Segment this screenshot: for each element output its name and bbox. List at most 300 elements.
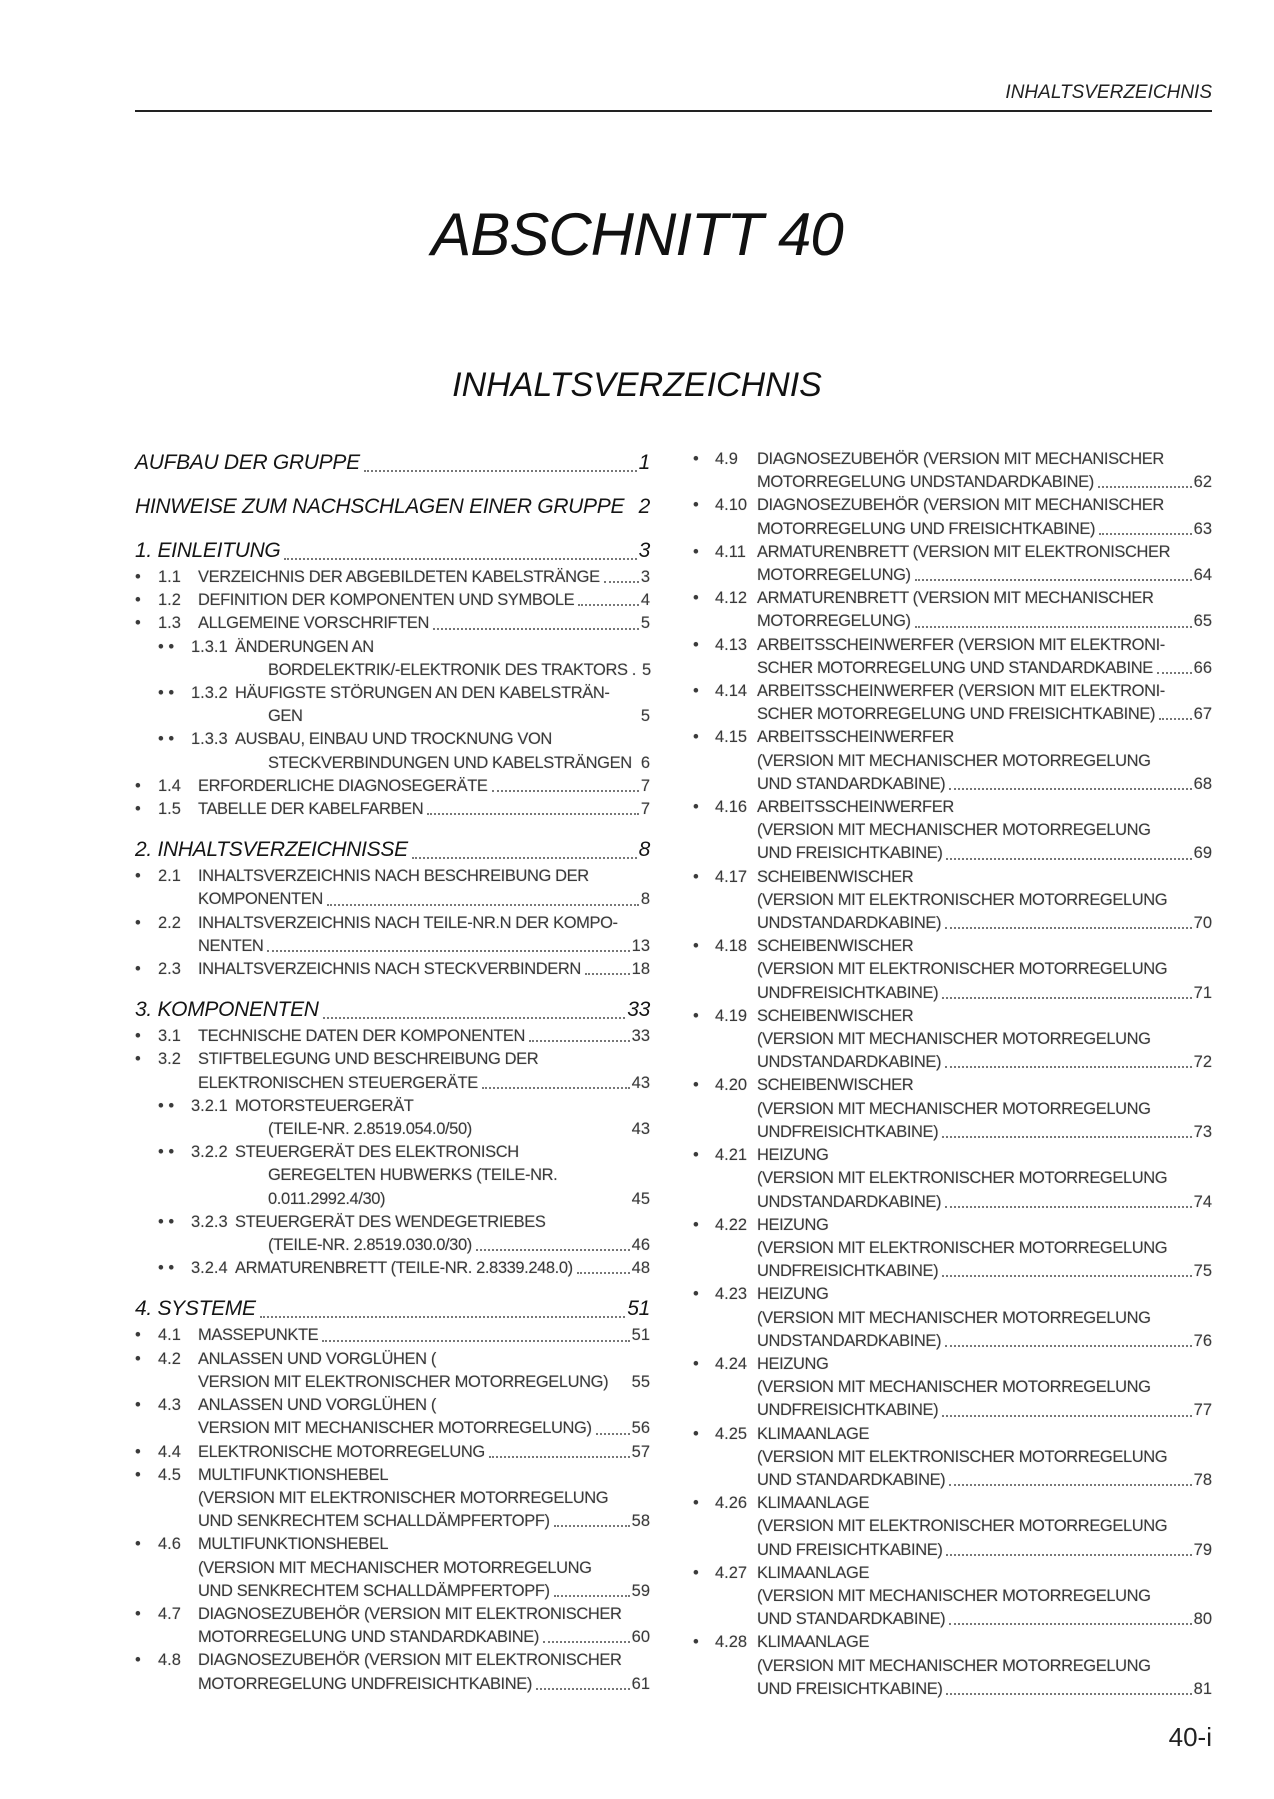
entry-line <box>135 1441 650 1464</box>
entry-line <box>693 657 1212 680</box>
entry-line <box>693 1307 1212 1330</box>
entry-line <box>135 1603 650 1626</box>
entry-text: MOTORREGELUNG) <box>757 566 911 585</box>
bullet-icon: • <box>693 937 699 956</box>
entry-line <box>693 518 1212 541</box>
page-ref: 46 <box>631 1236 650 1255</box>
entry-text: KLIMAANLAGE <box>757 1563 870 1582</box>
toc-entry[interactable] <box>693 796 1212 866</box>
entry-number: 1.1 <box>158 568 181 586</box>
entry-number: 4.26 <box>715 1494 748 1513</box>
page-ref: 33 <box>627 998 650 1022</box>
entry-line <box>135 1072 650 1095</box>
entry-text: UND SENKRECHTEM SCHALLDÄMPFERTOPF) <box>198 1512 550 1531</box>
entry-text: KLIMAANLAGE <box>757 1494 870 1513</box>
entry-number: 3.2.1 <box>191 1096 228 1115</box>
entry-text: UND FREISICHTKABINE) <box>757 1679 943 1698</box>
heading-text: 2. INHALTSVERZEICHNISSE <box>135 838 408 862</box>
entry-line <box>693 448 1212 471</box>
entry-text: ARBEITSSCHEINWERFER (VERSION MIT ELEKTRONI- <box>757 682 1165 701</box>
dot-leader <box>482 1072 630 1089</box>
entry-line <box>135 1487 650 1510</box>
entry-text: KLIMAANLAGE <box>757 1633 870 1652</box>
entry-text: UNDSTANDARDKABINE) <box>757 1053 942 1072</box>
page-ref: 5 <box>640 614 650 633</box>
bullet-icon: • <box>135 568 141 586</box>
entry-number: 4.2 <box>158 1349 181 1368</box>
page-ref: 57 <box>631 1442 650 1461</box>
entry-number: 2.1 <box>158 867 181 886</box>
entry-line <box>135 1234 650 1257</box>
page-ref: 61 <box>631 1674 650 1693</box>
page-ref: 43 <box>631 1073 650 1092</box>
running-header: INHALTSVERZEICHNIS <box>1005 82 1212 103</box>
bullet-icon: • <box>135 614 141 633</box>
bullet-icon: • <box>135 591 141 610</box>
toc-entry[interactable] <box>693 1144 1212 1214</box>
toc-entry[interactable] <box>693 587 1212 633</box>
entry-text: MOTORREGELUNG UND STANDARDKABINE) <box>198 1628 539 1647</box>
entry-line <box>135 775 650 798</box>
entry-text: UNDFREISICHTKABINE) <box>757 1122 939 1141</box>
entry-text: UNDSTANDARDKABINE) <box>757 1331 942 1350</box>
bullet-icon: • <box>135 867 141 886</box>
toc-entry[interactable] <box>135 1394 650 1440</box>
toc-entry[interactable] <box>693 1353 1212 1423</box>
page-ref: 1 <box>638 451 650 474</box>
toc-entry[interactable] <box>135 912 650 958</box>
toc-entry[interactable] <box>135 1348 650 1394</box>
entry-text: (VERSION MIT MECHANISCHER MOTORREGELUNG <box>757 821 1151 840</box>
entry-line <box>693 1423 1212 1446</box>
dot-leader <box>284 536 636 560</box>
entry-line <box>135 798 650 821</box>
entry-text: (VERSION MIT MECHANISCHER MOTORREGELUNG <box>757 1656 1151 1675</box>
entry-line <box>135 659 650 682</box>
toc-entry[interactable] <box>135 728 650 774</box>
toc-entry[interactable] <box>135 1324 650 1347</box>
entry-line <box>693 1121 1212 1144</box>
page-ref: 51 <box>627 1297 650 1321</box>
page-ref: 65 <box>1193 612 1212 631</box>
bullet-icon: • • <box>158 1096 175 1115</box>
header-rule <box>135 110 1212 112</box>
toc-heading[interactable] <box>135 1294 650 1324</box>
entry-line <box>693 1074 1212 1097</box>
entry-line <box>135 1626 650 1649</box>
entry-line <box>135 612 650 635</box>
toc-entry[interactable] <box>135 1257 650 1280</box>
entry-text: ERFORDERLICHE DIAGNOSEGERÄTE <box>198 776 488 795</box>
dot-leader <box>585 958 630 975</box>
toc-entry[interactable] <box>693 1423 1212 1493</box>
dot-leader <box>543 1626 630 1643</box>
page-ref: 63 <box>1193 519 1212 538</box>
entry-text: (VERSION MIT MECHANISCHER MOTORREGELUNG <box>757 1378 1151 1397</box>
page-ref: 5 <box>640 707 650 726</box>
page-ref: 7 <box>640 776 650 795</box>
toc-entry[interactable] <box>693 866 1212 936</box>
entry-line <box>135 1348 650 1371</box>
entry-text: HÄUFIGSTE STÖRUNGEN AN DEN KABELSTRÄN- <box>235 684 610 703</box>
toc-entry[interactable] <box>693 1214 1212 1284</box>
dot-leader <box>364 448 637 472</box>
entry-line <box>693 541 1212 564</box>
dot-leader <box>578 589 639 606</box>
page-ref: 4 <box>640 591 650 610</box>
entry-text: INHALTSVERZEICHNIS NACH STECKVERBINDERN <box>198 960 581 979</box>
entry-line <box>693 912 1212 935</box>
toc-heading[interactable] <box>135 448 650 478</box>
dot-leader <box>596 1417 630 1434</box>
entry-line <box>693 1515 1212 1538</box>
dot-leader <box>323 995 626 1019</box>
entry-text: TABELLE DER KABELFARBEN <box>198 800 424 819</box>
toc-heading[interactable] <box>135 835 650 865</box>
dot-leader <box>267 935 629 952</box>
entry-text: VERSION MIT MECHANISCHER MOTORREGELUNG) <box>198 1419 592 1438</box>
bullet-icon: • <box>135 1604 141 1623</box>
bullet-icon: • • <box>158 637 175 656</box>
page-ref: 76 <box>1193 1331 1212 1350</box>
toc-entry[interactable] <box>135 775 650 798</box>
dot-leader <box>915 610 1192 627</box>
toc-entry[interactable] <box>135 1464 650 1534</box>
bullet-icon: • <box>693 589 699 608</box>
entry-number: 4.11 <box>715 542 746 561</box>
toc-entry[interactable] <box>693 1074 1212 1144</box>
dot-leader <box>945 1051 1192 1068</box>
entry-number: 4.21 <box>715 1146 748 1165</box>
toc-entry[interactable] <box>135 958 650 981</box>
toc-entry[interactable] <box>135 1025 650 1048</box>
entry-line <box>693 1539 1212 1562</box>
toc-entry[interactable] <box>693 1283 1212 1353</box>
page-ref: 73 <box>1193 1122 1212 1141</box>
entry-number: 3.2.3 <box>191 1212 228 1231</box>
bullet-icon: • <box>693 1006 699 1025</box>
bullet-icon: • <box>693 1076 699 1095</box>
entry-line <box>135 958 650 981</box>
entry-text: DIAGNOSEZUBEHÖR (VERSION MIT ELEKTRONISCHER <box>198 1604 622 1623</box>
entry-text: STEUERGERÄT DES ELEKTRONISCH <box>235 1143 519 1162</box>
toc-heading[interactable] <box>135 536 650 566</box>
toc-entry[interactable] <box>135 1095 650 1141</box>
page-ref: 70 <box>1193 914 1212 933</box>
dot-leader <box>942 1399 1191 1416</box>
dot-leader <box>608 1371 631 1394</box>
dot-leader <box>624 492 638 522</box>
entry-number: 4.24 <box>715 1354 748 1373</box>
entry-text: HEIZUNG <box>757 1215 829 1234</box>
bullet-icon: • <box>135 1465 141 1484</box>
toc-entry[interactable] <box>693 1005 1212 1075</box>
toc-entry[interactable] <box>135 682 650 728</box>
page-ref: 77 <box>1193 1401 1212 1420</box>
bullet-icon: • <box>135 1326 141 1345</box>
dot-leader <box>942 1260 1191 1277</box>
toc-entry[interactable] <box>135 636 650 682</box>
bullet-icon: • <box>693 1215 699 1234</box>
bullet-icon: • <box>693 1354 699 1373</box>
entry-number: 4.1 <box>158 1326 181 1345</box>
bullet-icon: • <box>693 1563 699 1582</box>
dot-leader <box>472 1118 632 1141</box>
toc-title: INHALTSVERZEICHNIS <box>452 366 822 404</box>
toc-left-column <box>135 448 650 1696</box>
entry-number: 4.3 <box>158 1396 181 1415</box>
entry-line <box>693 703 1212 726</box>
page-ref: 2 <box>638 495 650 518</box>
entry-text: ARMATURENBRETT (TEILE-NR. 2.8339.248.0) <box>235 1259 573 1278</box>
entry-line <box>693 1446 1212 1469</box>
toc-entry[interactable] <box>135 1048 650 1094</box>
toc-entry[interactable] <box>135 1649 650 1695</box>
page-ref: 64 <box>1193 566 1212 585</box>
bullet-icon: • • <box>158 1143 175 1162</box>
entry-line <box>135 1673 650 1696</box>
entry-line <box>135 1649 650 1672</box>
page-ref: 66 <box>1193 658 1212 677</box>
bullet-icon: • <box>693 450 699 468</box>
toc-entry[interactable] <box>135 612 650 635</box>
entry-line <box>135 566 650 589</box>
entry-text: ALLGEMEINE VORSCHRIFTEN <box>198 614 430 633</box>
page-ref: 74 <box>1193 1192 1212 1211</box>
page-ref: 59 <box>631 1581 650 1600</box>
entry-line <box>693 1585 1212 1608</box>
toc-entry[interactable] <box>135 1603 650 1649</box>
dot-leader <box>942 1121 1191 1138</box>
page-ref: 13 <box>631 936 650 955</box>
entry-line <box>693 1005 1212 1028</box>
toc-entry[interactable] <box>135 1441 650 1464</box>
entry-line <box>693 1608 1212 1631</box>
entry-number: 1.2 <box>158 591 181 610</box>
entry-number: 4.4 <box>158 1442 181 1461</box>
dot-leader <box>489 1441 630 1458</box>
entry-line <box>135 1557 650 1580</box>
toc-entry[interactable] <box>693 541 1212 587</box>
entry-text: HEIZUNG <box>757 1285 829 1304</box>
entry-number: 1.3 <box>158 614 181 633</box>
toc-entry[interactable] <box>135 865 650 911</box>
entry-number: 4.25 <box>715 1424 748 1443</box>
dot-leader <box>949 1608 1191 1625</box>
dot-leader <box>945 1191 1192 1208</box>
bullet-icon: • • <box>158 730 175 749</box>
dot-leader <box>1159 703 1192 720</box>
dot-leader <box>945 1330 1192 1347</box>
heading-text: HINWEISE ZUM NACHSCHLAGEN EINER GRUPPE <box>135 495 625 518</box>
page-ref: 80 <box>1193 1610 1212 1629</box>
entry-text: GEN <box>268 707 303 726</box>
entry-text: ARBEITSSCHEINWERFER <box>757 728 954 747</box>
entry-number: 3.1 <box>158 1027 181 1046</box>
dot-leader <box>427 798 639 815</box>
entry-text: UND SENKRECHTEM SCHALLDÄMPFERTOPF) <box>198 1581 550 1600</box>
heading-text: 4. SYSTEME <box>135 1297 256 1321</box>
entry-text: (VERSION MIT MECHANISCHER MOTORREGELUNG <box>198 1558 592 1577</box>
page-ref: 3 <box>640 568 650 586</box>
entry-text: MULTIFUNKTIONSHEBEL <box>198 1465 389 1484</box>
page-ref: 69 <box>1193 844 1212 863</box>
entry-line <box>693 1051 1212 1074</box>
page-ref: 68 <box>1193 774 1212 793</box>
entry-number: 4.28 <box>715 1633 748 1652</box>
dot-leader <box>327 888 639 905</box>
toc-heading[interactable] <box>135 492 650 522</box>
entry-text: MOTORREGELUNG UNDFREISICHTKABINE) <box>198 1674 532 1693</box>
entry-text: STEUERGERÄT DES WENDEGETRIEBES <box>235 1212 546 1231</box>
entry-number: 4.5 <box>158 1465 181 1484</box>
entry-text: (TEILE-NR. 2.8519.030.0/30) <box>268 1236 472 1255</box>
entry-text: DIAGNOSEZUBEHÖR (VERSION MIT ELEKTRONISCHER <box>198 1651 622 1670</box>
entry-text: STIFTBELEGUNG UND BESCHREIBUNG DER <box>198 1050 539 1069</box>
toc-entry[interactable] <box>693 935 1212 1005</box>
entry-number: 4.10 <box>715 496 748 515</box>
dot-leader <box>949 1469 1191 1486</box>
entry-number: 4.7 <box>158 1604 181 1623</box>
toc-entry[interactable] <box>693 494 1212 540</box>
bullet-icon: • <box>135 776 141 795</box>
entry-text: (VERSION MIT ELEKTRONISCHER MOTORREGELUNG <box>757 890 1168 909</box>
entry-line <box>135 1164 650 1187</box>
bullet-icon: • <box>693 728 699 747</box>
page-ref: 6 <box>640 753 650 772</box>
entry-number: 4.16 <box>715 798 748 817</box>
dot-leader <box>554 1510 630 1527</box>
entry-text: NENTEN <box>198 936 264 955</box>
page-ref: 81 <box>1193 1679 1212 1698</box>
toc-entry[interactable] <box>693 634 1212 680</box>
dot-leader <box>536 1673 630 1690</box>
bullet-icon: • <box>693 542 699 561</box>
entry-number: 4.9 <box>715 450 738 468</box>
entry-text: ÄNDERUNGEN AN <box>235 637 374 656</box>
toc-entry[interactable] <box>693 1631 1212 1701</box>
entry-text: DIAGNOSEZUBEHÖR (VERSION MIT MECHANISCHER <box>757 496 1164 515</box>
entry-number: 1.3.1 <box>191 637 228 656</box>
entry-number: 4.13 <box>715 635 748 654</box>
page-ref: 48 <box>631 1259 650 1278</box>
toc-entry[interactable] <box>693 448 1212 494</box>
dot-leader <box>946 842 1191 859</box>
entry-line <box>693 1399 1212 1422</box>
toc-entry[interactable] <box>135 589 650 612</box>
entry-line <box>693 634 1212 657</box>
bullet-icon: • <box>693 1424 699 1443</box>
toc-entry[interactable] <box>693 726 1212 796</box>
page-ref: 56 <box>631 1419 650 1438</box>
entry-line <box>135 705 650 728</box>
toc-entry[interactable] <box>135 798 650 821</box>
entry-text: ARBEITSSCHEINWERFER (VERSION MIT ELEKTRONI- <box>757 635 1165 654</box>
entry-line <box>693 982 1212 1005</box>
toc-entry[interactable] <box>693 680 1212 726</box>
entry-text: GEREGELTEN HUBWERKS (TEILE-NR. <box>268 1166 558 1185</box>
entry-text: ANLASSEN UND VORGLÜHEN ( <box>198 1396 436 1415</box>
entry-text: INHALTSVERZEICHNIS NACH TEILE-NR.N DER KOMPO- <box>198 913 618 932</box>
entry-text: MOTORREGELUNG UNDSTANDARDKABINE) <box>757 473 1094 492</box>
entry-line <box>693 680 1212 703</box>
page-ref: 79 <box>1193 1540 1212 1559</box>
entry-text: (VERSION MIT ELEKTRONISCHER MOTORREGELUNG <box>198 1488 609 1507</box>
toc-entry[interactable] <box>693 1492 1212 1562</box>
toc-entry[interactable] <box>135 566 650 589</box>
page-ref: 75 <box>1193 1262 1212 1281</box>
toc-entry[interactable] <box>135 1533 650 1603</box>
page-ref: 58 <box>631 1512 650 1531</box>
entry-line <box>135 1510 650 1533</box>
page-ref: 8 <box>638 838 650 862</box>
entry-line <box>135 1533 650 1556</box>
toc-entry[interactable] <box>135 1211 650 1257</box>
entry-number: 4.15 <box>715 728 748 747</box>
entry-line <box>135 935 650 958</box>
entry-number: 1.5 <box>158 800 181 819</box>
entry-line <box>135 1048 650 1071</box>
entry-text: SCHER MOTORREGELUNG UND FREISICHTKABINE) <box>757 705 1156 724</box>
entry-line <box>135 1118 650 1141</box>
entry-line <box>693 1353 1212 1376</box>
entry-text: VERZEICHNIS DER ABGEBILDETEN KABELSTRÄNGE <box>198 568 600 586</box>
bullet-icon: • • <box>158 684 175 703</box>
dot-leader <box>604 566 639 583</box>
dot-leader <box>412 835 637 859</box>
entry-line <box>135 1025 650 1048</box>
dot-leader <box>476 1234 630 1251</box>
entry-line <box>693 1214 1212 1237</box>
page-ref: 7 <box>640 800 650 819</box>
entry-line <box>693 866 1212 889</box>
entry-number: 4.12 <box>715 589 748 608</box>
page-ref: 45 <box>631 1189 650 1208</box>
entry-number: 3.2.4 <box>191 1259 228 1278</box>
entry-line <box>693 1144 1212 1167</box>
entry-text: MOTORSTEUERGERÄT <box>235 1096 414 1115</box>
entry-line <box>693 750 1212 773</box>
bullet-icon: • <box>135 1396 141 1415</box>
toc-entry[interactable] <box>693 1562 1212 1632</box>
toc-heading[interactable] <box>135 995 650 1025</box>
entry-text: (VERSION MIT ELEKTRONISCHER MOTORREGELUNG <box>757 1517 1168 1536</box>
entry-text: ELEKTRONISCHE MOTORREGELUNG <box>198 1442 485 1461</box>
page-ref: 72 <box>1193 1053 1212 1072</box>
entry-text: KOMPONENTEN <box>198 890 323 909</box>
entry-text: AUSBAU, EINBAU UND TROCKNUNG VON <box>235 730 552 749</box>
dot-leader <box>949 773 1191 790</box>
entry-text: BORDELEKTRIK/-ELEKTRONIK DES TRAKTORS . <box>268 660 636 679</box>
dot-leader <box>554 1580 630 1597</box>
toc-right-column <box>693 448 1212 1701</box>
dot-leader <box>433 612 639 629</box>
bullet-icon: • <box>693 635 699 654</box>
entry-line <box>693 1283 1212 1306</box>
dot-leader <box>946 1539 1191 1556</box>
bullet-icon: • • <box>158 1212 175 1231</box>
entry-line <box>135 1324 650 1347</box>
entry-number: 1.4 <box>158 776 181 795</box>
bullet-icon: • <box>693 798 699 817</box>
page-ref: 60 <box>631 1628 650 1647</box>
entry-line <box>693 610 1212 633</box>
entry-line <box>135 912 650 935</box>
entry-line <box>693 773 1212 796</box>
entry-text: ARMATURENBRETT (VERSION MIT ELEKTRONISCHER <box>757 542 1171 561</box>
entry-text: SCHEIBENWISCHER <box>757 1006 914 1025</box>
toc-entry[interactable] <box>135 1141 650 1211</box>
